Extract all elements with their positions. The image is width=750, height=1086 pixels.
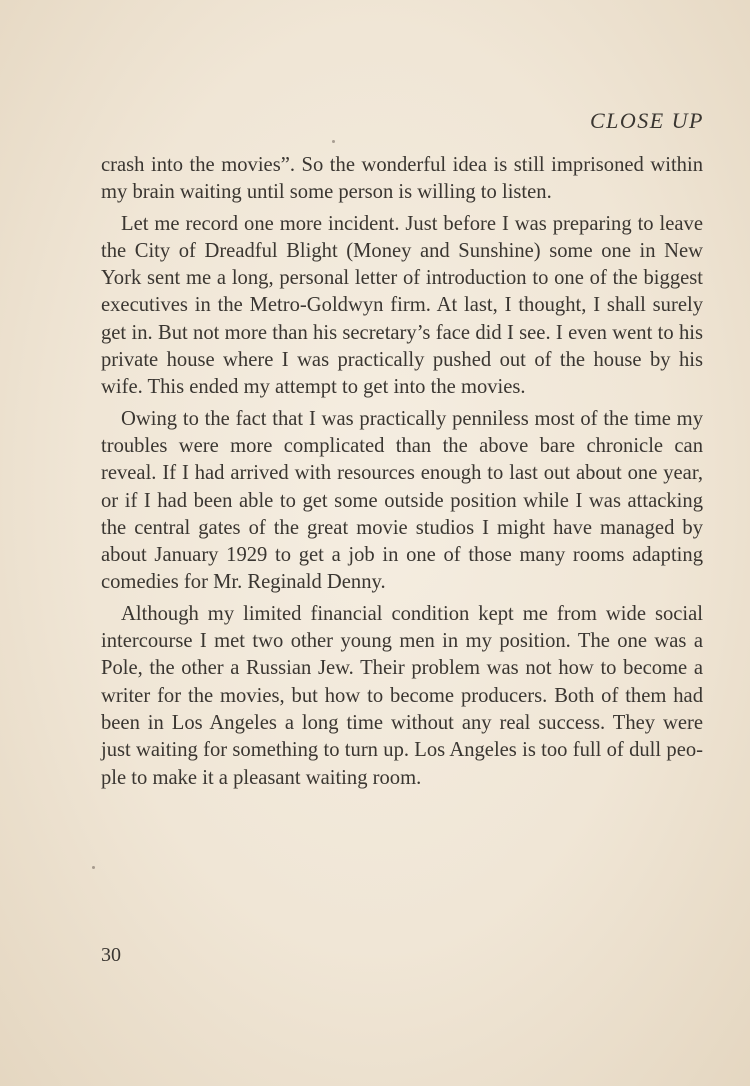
page-number: 30 (101, 944, 121, 966)
running-head: CLOSE UP (589, 108, 704, 133)
paper-speck (332, 140, 335, 143)
paragraph-1: crash into the movies”. So the wonderful idea is still imprisoned within my brain waiting until some person is willing to listen. (101, 154, 703, 204)
paragraph-2: Let me record one more incident. Just before I was preparing to leave the City of Dreadful Blight (Money and Sunshine) some one in New York sent me a long, personal letter of introduction to one of the biggest executives in the Metro-Goldwyn firm. At last, I thought, I shall surely get in. But not more than his secretary’s face did I see. I even went to his private house where I was practically pushed out of the house by his wife. This ended my attempt to get into the movies. (101, 212, 703, 399)
body-text (101, 152, 703, 796)
paragraph-4: Although my limited financial condition kept me from wide social intercourse I met two other young men in my position. The one was a Pole, the other a Russian Jew. Their problem was not how to become a writer for the movies, but how to become producers. Both of them had been in Los Angeles a long time without any real success. They were just waiting for something to turn up. Los Angeles is too full of dull people to make it a pleasant waiting room. (101, 602, 703, 789)
paper-speck (92, 866, 95, 869)
paragraph-3: Owing to the fact that I was practically penniless most of the time my troubles were more complicated than the above bare chronicle can reveal. If I had arrived with resources enough to last out about one year, or if I had been able to get some outside position while I was attacking the central gates of the great movie studios I might have managed by about January 1929 to get a job in one of those many rooms adapting comedies for Mr. Reginald Denny. (101, 407, 703, 594)
